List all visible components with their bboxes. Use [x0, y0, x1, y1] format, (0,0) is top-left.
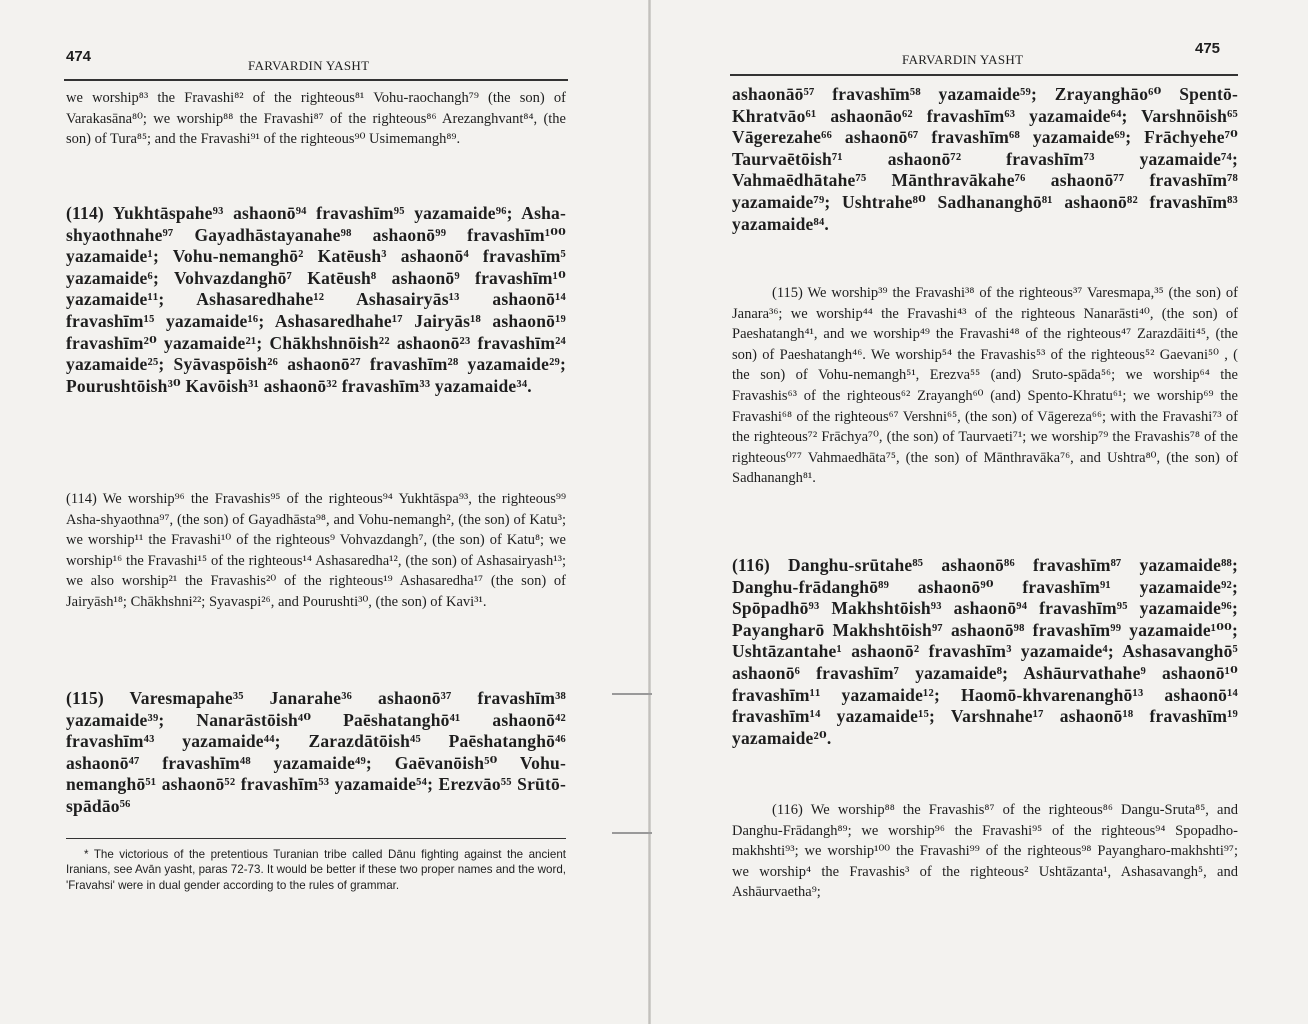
running-head: FARVARDIN YASHT: [902, 52, 1024, 67]
left-page: [0, 0, 650, 1024]
avestan-paragraph-116: (116) Danghu-srūtahe⁸⁵ ashaonō⁸⁶ fravashīm⁸⁷ yazamaide⁸⁸; Danghu-frādanghō⁸⁹ ashaonō⁹⁰ fravashīm⁹¹ yazamaide⁹²; Spōpadhō⁹³ Makhshtōish⁹³ ashaonō⁹⁴ fravashīm⁹⁵ yazamaide⁹⁶; Payangharō Makhshtōish⁹⁷ ashaonō⁹⁸ fravashīm⁹⁹ yazamaide¹⁰⁰; Ushtāzantahe¹ ashaonō² fravashīm³ yazamaide⁴; Ashasavanghō⁵ ashaonō⁶ fravashīm⁷ yazamaide⁸; Ashāurvathahe⁹ ashaonō¹⁰ fravashīm¹¹ yazamaide¹²; Haomō-khvarenanghō¹³ ashaonō¹⁴ fravashīm¹⁴ yazamaide¹⁵; Varshnahe¹⁷ ashaonō¹⁸ fravashīm¹⁹ yazamaide²⁰.: [732, 555, 1238, 748]
running-head: FARVARDIN YASHT: [248, 58, 370, 73]
avestan-paragraph-115: (115) Varesmapahe³⁵ Janarahe³⁶ ashaonō³⁷ fravashīm³⁸ yazamaide³⁹; Nanarāstōish⁴⁰ Paēshatanghō⁴¹ ashaonō⁴² fravashīm⁴³ yazamaide⁴⁴; Zarazdātōish⁴⁵ Paēshatanghō⁴⁶ ashaonō⁴⁷ fravashīm⁴⁸ yazamaide⁴⁹; Gaēvanōish⁵⁰ Vohu-nemanghō⁵¹ ashaonō⁵² fravashīm⁵³ yazamaide⁵⁴; Erezvāo⁵⁵ Srūtō-spādāo⁵⁶: [66, 688, 566, 816]
page-number: 474: [66, 48, 92, 65]
footnote: * The victorious of the pretentious Turanian tribe called Dānu fighting against the ancient Iranians, see Avān yasht, paras 72-73. It would be better if these two proper names and the word, 'Fravahsi' were in dual gender according to the rules of grammar.: [66, 848, 566, 892]
page-number: 475: [1195, 40, 1221, 57]
translation-paragraph-116: (116) We worship⁸⁸ the Fravashis⁸⁷ of the righteous⁸⁶ Dangu-Sruta⁸⁵, and Danghu-Frādangh⁸⁹; we worship⁹⁶ the Fravashi⁹⁵ of the righteous⁹⁴ Spopadho-makhshti⁹³; we worship¹⁰⁰ the Fravashi⁹⁹ of the righteous⁹⁸ Payangharo-makhshti⁹⁷; we worship⁴ the Fravashis³ of the righteous² Ushtāzanta¹, Ashasavangh⁵, and Ashāurvaetha⁹;: [732, 802, 1238, 901]
translation-paragraph-115: (115) We worship³⁹ the Fravashi³⁸ of the righteous³⁷ Varesmapa,³⁵ (the son) of Janara³⁶; we worship⁴⁴ the Fravashi⁴³ of the righteous Nanarāsti⁴⁰, (the son) of Paeshatangh⁴¹, and we worship⁴⁹ the Fravashi⁴⁸ of the righteous⁴⁷ Zarazdāiti⁴⁵, (the son) of Paeshatangh⁴⁶. We worship⁵⁴ the Fravashis⁵³ of the righteous⁵² Gaevani⁵⁰ , ( the son) of Vohu-nemangh⁵¹, Erezva⁵⁵ (and) Sruto-spāda⁵⁶; we worship⁶⁴ the Fravashis⁶³ of the righteous⁶² Zrayangh⁶⁰ (and) Spento-Khratu⁶¹; we worship⁶⁹ the Fravashi⁶⁸ of the righteous⁶⁷ Vershni⁶⁵, (the son) of Vāgereza⁶⁶; with the Fravashi⁷³ of the righteous⁷² Frāchya⁷⁰, (the son) of Taurvaeti⁷¹; we worship⁷⁹ the Fravashis⁷⁸ of the righteous⁰⁷⁷ Vahmaedhāta⁷⁵, (the son) of Mānthravāka⁷⁶, and Ushtra⁸⁰, (the son) of Sadhanangh⁸¹.: [732, 285, 1238, 487]
right-page: [652, 0, 1308, 1024]
avestan-paragraph-114: (114) Yukhtāspahe⁹³ ashaonō⁹⁴ fravashīm⁹⁵ yazamaide⁹⁶; Asha-shyaothnahe⁹⁷ Gayadhāstayanahe⁹⁸ ashaonō⁹⁹ fravashīm¹⁰⁰ yazamaide¹; Vohu-nemanghō² Katēush³ ashaonō⁴ fravashīm⁵ yazamaide⁶; Vohvazdanghō⁷ Katēush⁸ ashaonō⁹ fravashīm¹⁰ yazamaide¹¹; Ashasaredhahe¹² Ashasairyās¹³ ashaonō¹⁴ fravashīm¹⁵ yazamaide¹⁶; Ashasaredhahe¹⁷ Jairyās¹⁸ ashaonō¹⁹ fravashīm²⁰ yazamaide²¹; Chākhshnōish²² ashaonō²³ fravashīm²⁴ yazamaide²⁵; Syāvaspōish²⁶ ashaonō²⁷ fravashīm²⁸ yazamaide²⁹; Pourushtōish³⁰ Kavōish³¹ ashaonō³² fravashīm³³ yazamaide³⁴.: [66, 203, 566, 396]
translation-paragraph-114: (114) We worship⁹⁶ the Fravashis⁹⁵ of the righteous⁹⁴ Yukhtāspa⁹³, the righteous⁹⁹ Asha-shyaothna⁹⁷, (the son) of Gayadhāsta⁹⁸, and Vohu-nemangh², (the son) of Katu³; we worship¹¹ the Fravashi¹⁰ of the righteous⁹ Vohvazdangh⁷, (the son) of Katu⁸; we worship¹⁶ the Fravashi¹⁵ of the righteous¹⁴ Ashasaredha¹², (the son) of Ashasairyash¹³; we also worship²¹ the Fravashis²⁰ of the righteous¹⁹ Ashasaredha¹⁷ (the son) of Jairyāsh¹⁸; Chākhshni²²; Syavaspi²⁶, and Pourushti³⁰, (the son) of Kavi³¹.: [66, 491, 566, 610]
header-rule: [730, 74, 1238, 76]
footnote-rule: [66, 838, 566, 839]
header-rule: [64, 79, 568, 81]
avestan-paragraph: ashaonāō⁵⁷ fravashīm⁵⁸ yazamaide⁵⁹; Zrayanghāo⁶⁰ Spentō-Khratvāo⁶¹ ashaonāo⁶² fravashīm⁶³ yazamaide⁶⁴; Varshnōish⁶⁵ Vāgerezahe⁶⁶ ashaonō⁶⁷ fravashīm⁶⁸ yazamaide⁶⁹; Frāchyehe⁷⁰ Taurvaētōish⁷¹ ashaonō⁷² fravashīm⁷³ yazamaide⁷⁴; Vahmaēdhātahe⁷⁵ Mānthravākahe⁷⁶ ashaonō⁷⁷ fravashīm⁷⁸ yazamaide⁷⁹; Ushtrahe⁸⁰ Sadhananghō⁸¹ ashaonō⁸² fravashīm⁸³ yazamaide⁸⁴.: [732, 84, 1238, 234]
translation-paragraph: we worship⁸³ the Fravashi⁸² of the righteous⁸¹ Vohu-raochangh⁷⁹ (the son) of Varakasāna⁸⁰; we worship⁸⁸ the Fravashi⁸⁷ of the righteous⁸⁶ Arezanghvant⁸⁴, (the son) of Tura⁸⁵; and the Fravashi⁹¹ of the righteous⁹⁰ Usimemangh⁸⁹.: [66, 90, 566, 148]
